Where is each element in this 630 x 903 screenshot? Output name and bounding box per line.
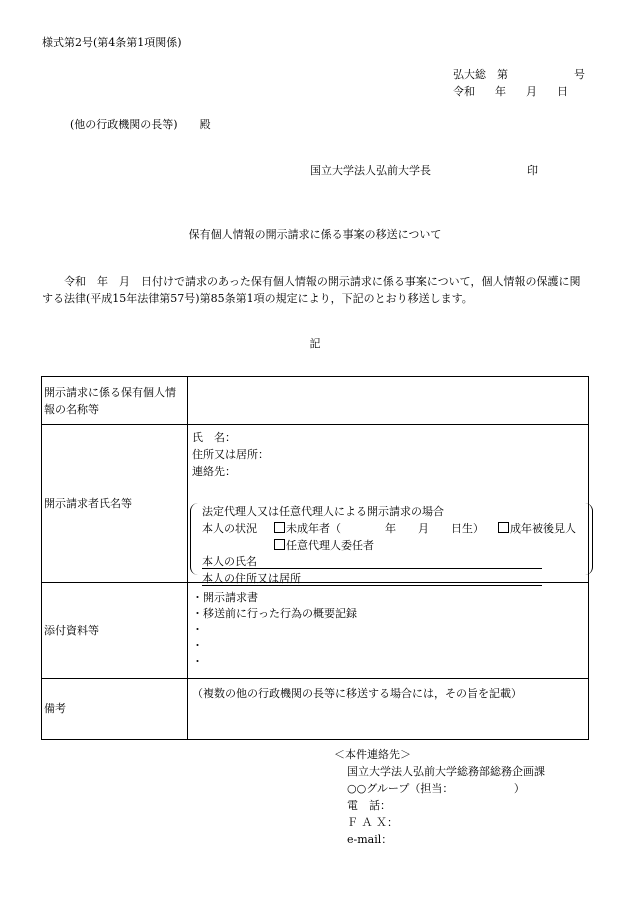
info-name-cell [188, 377, 589, 425]
label-info-name: 開示請求に係る保有個人情報の名称等 [42, 377, 188, 425]
document-title: 保有個人情報の開示請求に係る事案の移送について [188, 228, 442, 241]
document-number-block [453, 68, 585, 102]
principal-address-label: 本人の住所又は居所 [202, 572, 301, 586]
principal-status-label: 本人の状況 [202, 522, 257, 536]
contact-fax: Ｆ Ａ Ｘ： [347, 816, 398, 829]
sender-name: 国立大学法人弘前大学長 [310, 164, 431, 177]
voluntary-agent-checkbox[interactable] [274, 539, 285, 550]
minor-checkbox[interactable] [274, 522, 285, 533]
requester-contact-label: 連絡先： [192, 465, 236, 479]
minor-option: 未成年者（ 年 月 日生） [274, 522, 484, 536]
transfer-details-table [41, 376, 589, 740]
agent-heading: 法定代理人又は任意代理人による開示請求の場合 [202, 505, 444, 519]
contact-tel: 電 話： [347, 799, 391, 812]
sender [310, 164, 538, 178]
attachment-item: ・開示請求書 [192, 590, 258, 604]
adult-ward-option: 成年被後見人 [498, 522, 576, 536]
addressee-name: (他の行政機関の長等) [70, 118, 178, 131]
form-number: 様式第2号(第4条第1項関係) [42, 36, 182, 49]
attachment-item: ・移送前に行った行為の概要記録 [192, 606, 357, 620]
label-requester: 開示請求者氏名等 [42, 425, 188, 582]
contact-email: e-mail： [347, 833, 393, 846]
attachment-item: ・ [192, 638, 203, 652]
doc-go: 号 [574, 68, 585, 81]
adult-ward-checkbox[interactable] [498, 522, 509, 533]
table-row [42, 425, 589, 582]
date-year: 年 [495, 85, 506, 98]
requester-name-label: 氏 名： [192, 431, 236, 445]
addressee-honorific: 殿 [199, 118, 211, 131]
table-row [42, 377, 589, 425]
attachments-cell [188, 582, 589, 678]
table-row [42, 678, 589, 739]
addressee [70, 118, 211, 132]
contact-heading: ＜本件連絡先＞ [334, 748, 411, 761]
requester-cell [188, 425, 589, 586]
label-attachments: 添付資料等 [42, 582, 188, 678]
ki-heading: 記 [309, 337, 321, 350]
doc-dai: 第 [497, 68, 508, 81]
contact-org: 国立大学法人弘前大学総務部総務企画課 [347, 765, 545, 778]
remarks-note: （複数の他の行政機関の長等に移送する場合には，その旨を記載） [192, 686, 522, 700]
attachment-item: ・ [192, 622, 203, 636]
label-remarks: 備考 [42, 678, 188, 739]
body-paragraph [42, 273, 590, 307]
date-era: 令和 [453, 85, 475, 98]
remarks-cell [188, 678, 589, 739]
date-day: 日 [557, 85, 568, 98]
contact-group: ○○グループ（担当： ） [347, 782, 525, 795]
attachment-item: ・ [192, 654, 203, 668]
requester-address-label: 住所又は居所： [192, 448, 269, 462]
voluntary-agent-option: 任意代理人委任者 [274, 539, 374, 553]
date-month: 月 [526, 85, 537, 98]
seal-mark: 印 [527, 164, 538, 177]
body-text: 令和 年 月 日付けで請求のあった保有個人情報の開示請求に係る事案について，個人情報の保護に関する法律(平成15年法律第57号)第85条第1項の規定により，下記のとおり移送します。 [42, 275, 581, 305]
table-row [42, 582, 589, 678]
contact-block [334, 748, 545, 850]
doc-prefix: 弘大総 [453, 68, 486, 81]
principal-name-label: 本人の氏名 [202, 555, 257, 569]
